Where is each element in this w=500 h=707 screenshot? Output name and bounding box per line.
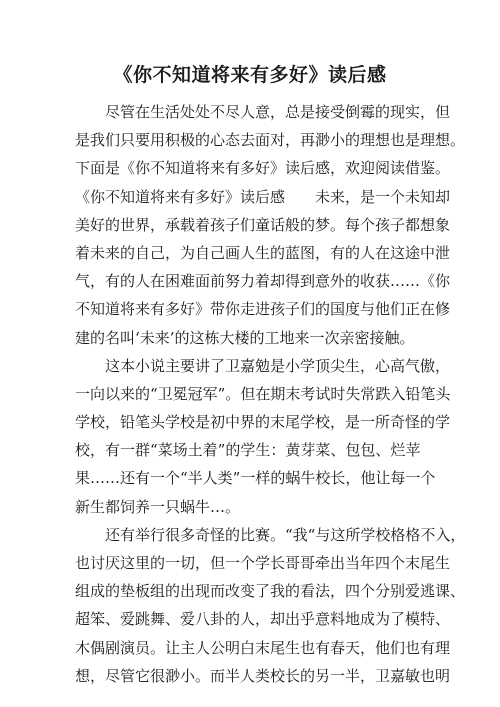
- text-line: 新生都饲养一只蜗牛…。: [75, 497, 241, 516]
- text-line: 不知道将来有多好》带你走进孩子们的国度与他们正在修: [75, 300, 451, 319]
- text-line: 下面是《你不知道将来有多好》读后感，欢迎阅读借鉴。: [75, 159, 451, 178]
- text-line: 一向以来的“卫冕冠军”。但在期末考试时失常跌入铅笔头: [75, 384, 451, 403]
- text-line: 校，有一群“菜场土着”的学生：黄芽菜、包包、烂苹: [75, 441, 421, 460]
- text-line: 超笨、爱跳舞、爱八卦的人，却出乎意料地成为了模特、: [75, 610, 451, 629]
- document-title: 《你不知道将来有多好》读后感: [113, 64, 387, 86]
- text-line: 还有举行很多奇怪的比赛。“我“与这所学校格格不入，: [105, 525, 466, 544]
- text-line: 学校，铅笔头学校是初中界的末尾学校，是一所奇怪的学: [75, 413, 451, 432]
- text-line: 着未来的自己，为自己画人生的蓝图，有的人在这途中泄: [75, 243, 451, 262]
- text-line: 组成的垫板组的出现而改变了我的看法，四个分别爱逃课、: [75, 582, 466, 601]
- text-line: 木偶剧演员。让主人公明白末尾生也有春天，他们也有理: [75, 638, 451, 657]
- text-line: 尽管在生活处处不尽人意，总是接受倒霉的现实，但: [105, 103, 451, 121]
- document-body: [75, 98, 466, 690]
- text-line: 气，有的人在困难面前努力着却得到意外的收获……《你: [75, 272, 451, 291]
- text-line: 建的名叫‘未来’的这栋大楼的工地来一次亲密接触。: [75, 328, 415, 347]
- text-line: 也讨厌这里的一切，但一个学长哥哥牵出当年四个末尾生: [75, 554, 451, 572]
- text-line: 想，尽管它很渺小。而半人类校长的另一半，卫嘉敏也明: [75, 666, 451, 685]
- text-line: 果……还有一个“半人类”一样的蜗牛校长，他让每一个: [75, 469, 436, 488]
- text-line: 是我们只要用积极的心态去面对，再渺小的理想也是理想。: [75, 131, 466, 150]
- text-line: 这本小说主要讲了卫嘉勉是小学顶尖生，心高气傲，: [105, 356, 451, 375]
- text-line: 《你不知道将来有多好》读后感 未来，是一个未知却: [75, 187, 451, 206]
- text-line: 美好的世界，承载着孩子们童话般的梦。每个孩子都想象: [75, 215, 451, 234]
